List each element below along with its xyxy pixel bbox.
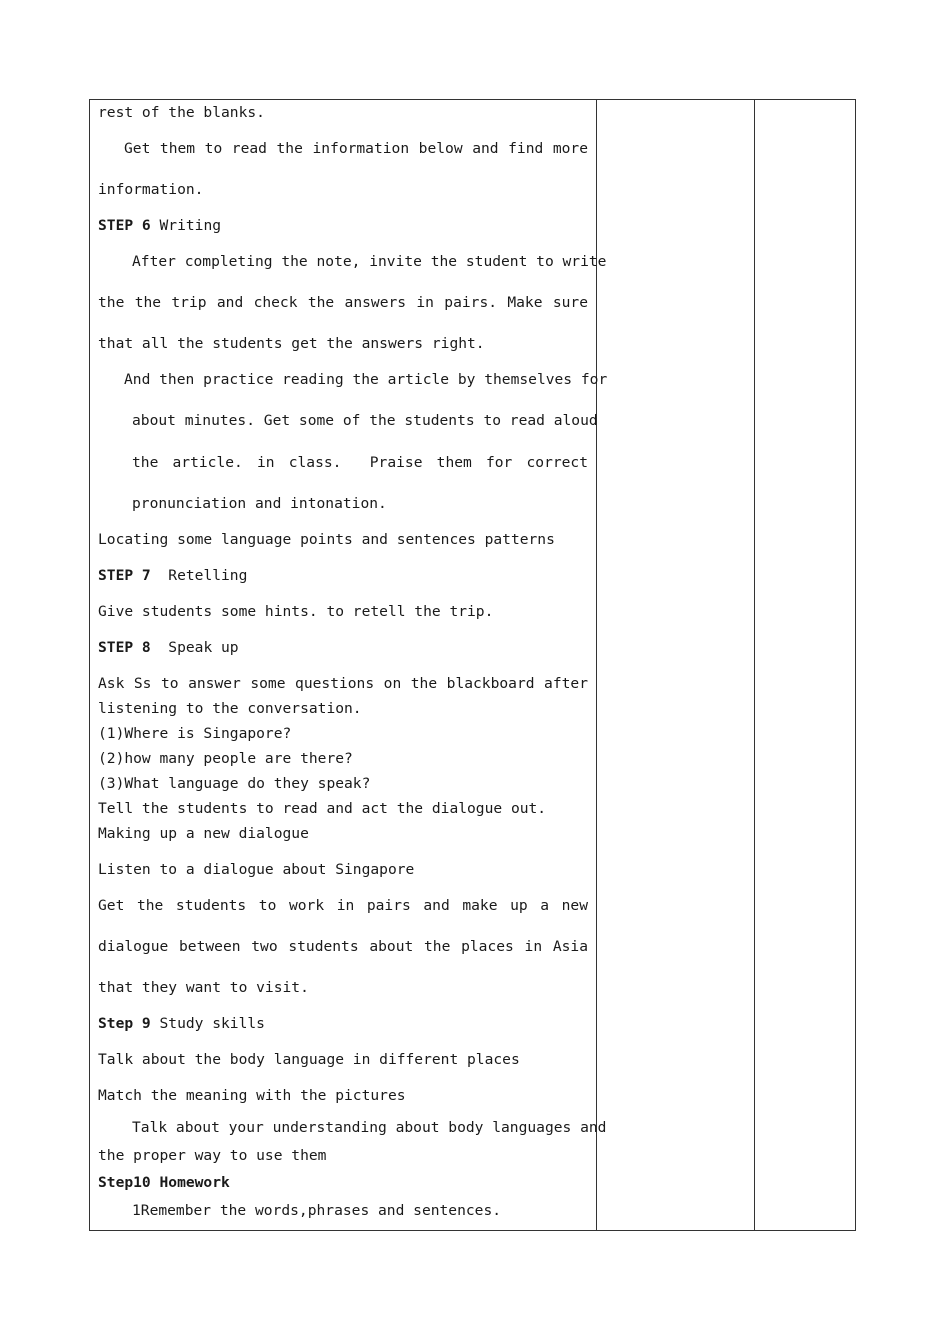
step-heading-10: Step10 Homework: [98, 1174, 230, 1191]
text-line: Get them to read the information below and find more: [124, 140, 588, 157]
text-line: Listen to a dialogue about Singapore: [98, 861, 415, 878]
step-title: Study skills: [159, 1015, 265, 1032]
question-item: (2)how many people are there?: [98, 750, 353, 767]
step-title: Writing: [159, 217, 222, 234]
step-label: STEP 7: [98, 567, 151, 584]
step-label: STEP 6: [98, 217, 151, 234]
text-line: Talk about your understanding about body languages and: [132, 1119, 607, 1136]
text-line: Ask Ss to answer some questions on the blackboard after: [98, 675, 588, 692]
text-line: Locating some language points and sentences patterns: [98, 531, 555, 548]
procedure-content: [90, 100, 608, 1230]
text-line: Talk about the body language in different places: [98, 1051, 520, 1068]
step-heading-9: [98, 1015, 265, 1033]
text-line: Give students some hints. to retell the trip.: [98, 603, 494, 620]
text-line: about minutes. Get some of the students to read aloud: [132, 412, 598, 429]
text-line: the article. in class. Praise them for correct: [132, 454, 588, 471]
question-item: (3)What language do they speak?: [98, 775, 371, 792]
step-heading-7: [98, 567, 247, 585]
text-line: rest of the blanks.: [98, 104, 265, 121]
question-item: (1)Where is Singapore?: [98, 725, 292, 742]
step-title: Retelling: [168, 567, 248, 584]
step-heading-8: [98, 639, 239, 657]
text-line: dialogue between two students about the places in Asia: [98, 938, 588, 955]
text-line: Making up a new dialogue: [98, 825, 309, 842]
step-label: STEP 8: [98, 639, 151, 656]
empty-column-cell: [755, 100, 856, 1231]
step-heading-6: [98, 217, 221, 235]
text-line: pronunciation and intonation.: [132, 495, 387, 512]
table-row: [90, 100, 856, 1231]
text-line: And then practice reading the article by themselves for: [124, 371, 608, 388]
text-line: Get the students to work in pairs and make up a new: [98, 897, 588, 914]
text-line: After completing the note, invite the student to write: [132, 253, 607, 270]
empty-column-cell: [597, 100, 755, 1231]
text-line: information.: [98, 181, 204, 198]
text-line: listening to the conversation.: [98, 700, 362, 717]
step-label: Step 9: [98, 1015, 151, 1032]
text-line: the proper way to use them: [98, 1147, 327, 1164]
step-title: Speak up: [168, 639, 239, 656]
text-line: that all the students get the answers right.: [98, 335, 485, 352]
text-line: Tell the students to read and act the dialogue out.: [98, 800, 547, 817]
text-line: Match the meaning with the pictures: [98, 1087, 406, 1104]
procedure-cell: [90, 100, 608, 1231]
text-line: 1Remember the words,phrases and sentences.: [132, 1202, 502, 1219]
text-line: that they want to visit.: [98, 979, 309, 996]
lesson-plan-table: [89, 99, 856, 1231]
text-line: the the trip and check the answers in pairs. Make sure: [98, 294, 588, 311]
